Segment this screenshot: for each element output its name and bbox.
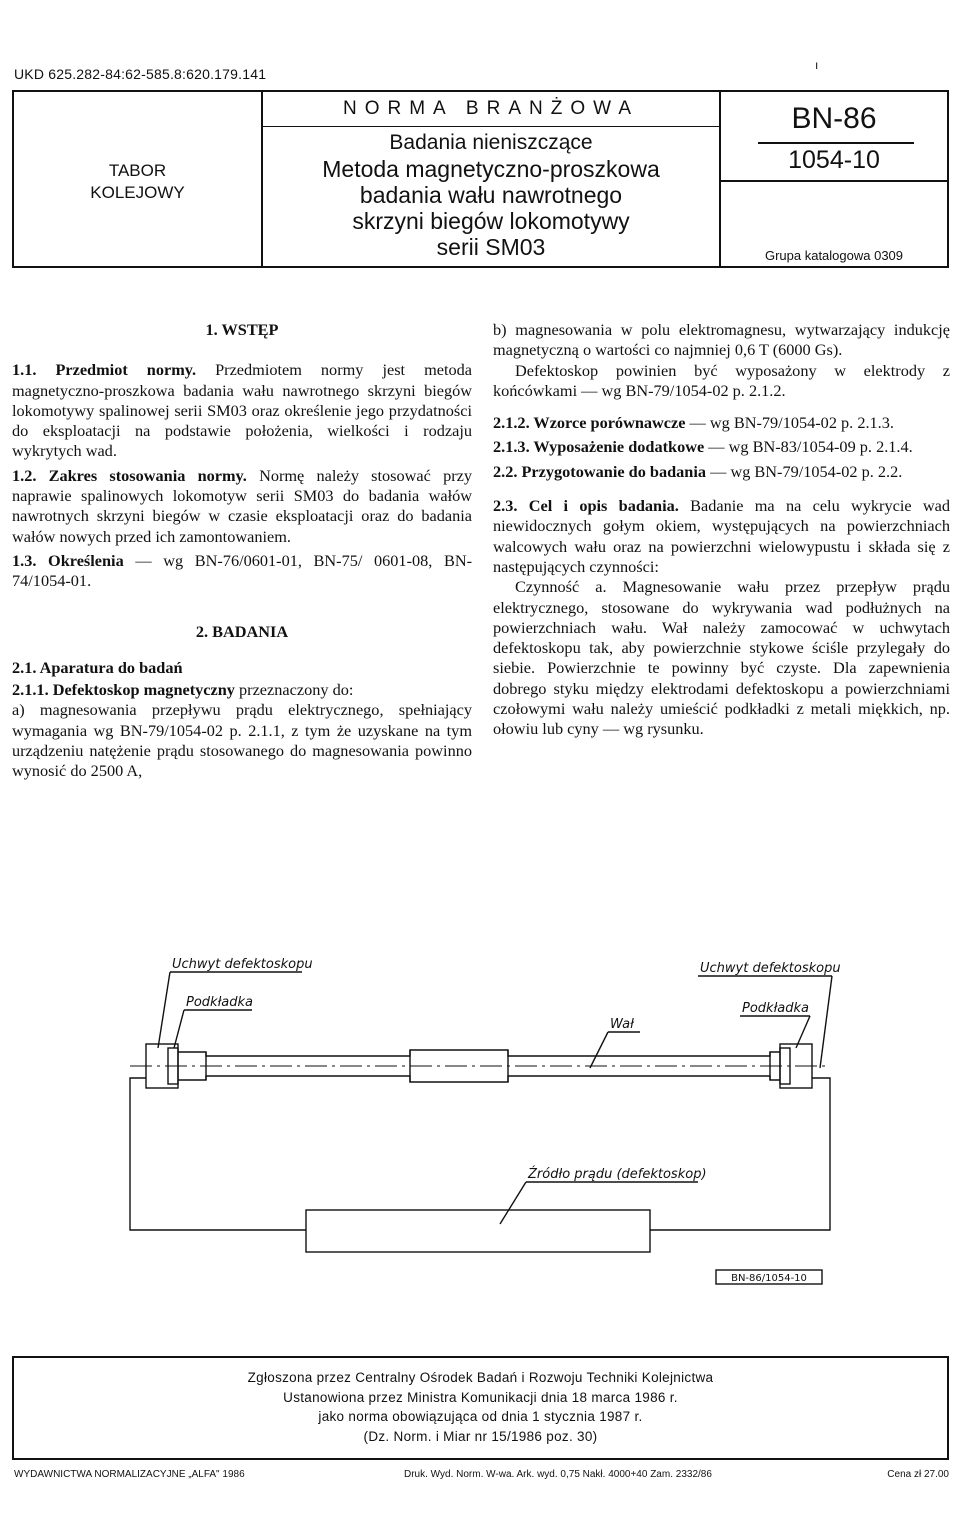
udk-classification: UKD 625.282-84:62-585.8:620.179.141	[14, 66, 267, 82]
paragraph-text: — wg BN-79/1054-02 p. 2.2.	[706, 461, 903, 481]
header-title-cell	[263, 92, 721, 266]
divider	[758, 142, 914, 144]
paragraph: Czynność a. Magnesowanie wału przez przepływ prądu elektrycznego, stosowane do wykrywania wad podłużnych na powierzchniach wału. Wał należy zamocować w uchwytach defektoskopu tak, aby powierzchnie stykowe ściśle przylegały do siebie. Powierzchnie te powinny być czyste. Dla zapewnienia dobrego styku między elektrodami defektoskopu a powierzchniami czołowymi wału należy umieścić podkładki z metali miękkich, np. ołowiu lub cyny — wg rysunku.	[493, 577, 950, 739]
print-info: Druk. Wyd. Norm. W-wa. Ark. wyd. 0,75 Nakł. 4000+40 Zam. 2332/86	[404, 1469, 712, 1480]
left-column	[12, 320, 472, 782]
section-heading: 1. WSTĘP	[205, 320, 279, 339]
label-zrodlo: Źródło prądu (defektoskop)	[528, 1167, 707, 1182]
paragraph-label: 2.3. Cel i opis badania.	[493, 496, 679, 516]
paragraph-text: Normę należy stosować przy naprawie spalinowych lokomotyw serii SM03 do badania wałów nawrotnych skrzyni biegów w czasie eksploatacji oraz do badania wałów nowych przed ich zamontowaniem.	[12, 465, 472, 546]
shaft-bottom-edge	[178, 1076, 780, 1082]
paragraph	[493, 496, 950, 577]
paragraph-label: 2.1.3. Wyposażenie dodatkowe	[493, 437, 705, 457]
paragraph	[493, 437, 950, 457]
circuit-wire-right	[650, 1078, 830, 1230]
section-heading: 2. BADANIA	[195, 621, 289, 641]
leader-line	[500, 1182, 526, 1224]
paragraph-text: — wg BN-83/1054-09 p. 2.1.4.	[704, 437, 913, 457]
paragraph-label: 1.3. Określenia	[12, 550, 124, 570]
paragraph-text: — wg BN-79/1054-02 p. 2.1.3.	[685, 413, 894, 433]
label-uchwyt-right: Uchwyt defektoskopu	[700, 961, 841, 976]
shaft-top-edge	[178, 1050, 780, 1056]
paragraph: Defektoskop powinien być wyposażony w elektrody z końcówkami — wg BN-79/1054-02 p. 2.1.2.	[493, 360, 950, 400]
paragraph	[493, 462, 950, 482]
header-left-cell	[14, 92, 263, 266]
approval-line: jako norma obowiązująca od dnia 1 stycznia 1987 r.	[318, 1409, 643, 1424]
publisher: WYDAWNICTWA NORMALIZACYJNE „ALFA" 1986	[14, 1469, 245, 1480]
title-line: badania wału nawrotnego	[359, 182, 623, 208]
price: Cena zł 27.00	[887, 1469, 949, 1480]
stray-mark: ı	[815, 58, 819, 72]
paragraph-label: 2.2. Przygotowanie do badania	[493, 461, 707, 481]
paragraph-label: 2.1.2. Wzorce porównawcze	[493, 413, 686, 433]
paragraph	[493, 413, 950, 433]
approval-text	[14, 1368, 947, 1446]
standard-number: 1054-10	[788, 146, 880, 174]
technical-drawing	[110, 948, 850, 1288]
title-line: serii SM03	[436, 234, 546, 260]
paragraph-label: 1.2. Zakres stosowania normy.	[12, 465, 247, 485]
approval-line: Ustanowiona przez Ministra Komunikacji dnia 18 marca 1986 r.	[283, 1389, 678, 1405]
paragraph	[12, 551, 472, 592]
domain-line: KOLEJOWY	[90, 183, 185, 202]
leader-line	[796, 1016, 810, 1048]
approval-box	[12, 1356, 949, 1460]
leader-line	[158, 972, 170, 1048]
label-wal: Wał	[610, 1017, 634, 1032]
norma-branzowa: NORMA BRANŻOWA	[342, 98, 640, 119]
paragraph-label: 2.1.1. Defektoskop magnetyczny	[12, 680, 235, 700]
header-table	[12, 90, 949, 268]
label-podkladka-right: Podkładka	[742, 1001, 810, 1016]
label-uchwyt-left: Uchwyt defektoskopu	[172, 957, 313, 972]
paragraph	[12, 360, 472, 461]
paragraph-text: przeznaczony do:	[234, 680, 354, 700]
label-podkladka-left: Podkładka	[186, 995, 254, 1010]
leader-line	[174, 1010, 184, 1048]
approval-line: (Dz. Norm. i Miar nr 15/1986 poz. 30)	[363, 1428, 598, 1444]
reference-number: BN-86/1054-10	[731, 1273, 807, 1284]
paragraph-label: 1.1. Przedmiot normy.	[12, 360, 197, 380]
paragraph	[12, 680, 472, 700]
paragraph	[12, 466, 472, 547]
paragraph-text: Badanie ma na celu wykrycie wad niewidocznych gołym okiem, występujących na powierzchniach walcowych wału oraz na powierzchni wielowypustu i składa się z następujących czynności:	[493, 496, 950, 576]
divider	[721, 180, 947, 182]
approval-line: Zgłoszona przez Centralny Ośrodek Badań i Rozwoju Techniki Kolejnictwa	[247, 1370, 714, 1385]
paragraph-text: Przedmiotem normy jest metoda magnetyczno-proszkowa badania wału nawrotnego skrzyni biegów lokomotywy spalinowej serii SM03 oraz określenie jego przydatności do eksploatacji na podstawie położenia, wielkości i rodzaju wykrytych wad.	[12, 360, 472, 461]
paragraph-text: — wg BN-76/0601-01, BN-75/ 0601-08, BN-74/1054-01.	[12, 550, 473, 591]
domain-line: TABOR	[108, 161, 167, 180]
current-source	[306, 1210, 650, 1252]
domain-label	[14, 160, 261, 204]
leader-line	[820, 976, 832, 1068]
standard-title	[263, 130, 719, 260]
catalog-group: Grupa katalogowa 0309	[764, 248, 904, 263]
circuit-wire-left	[130, 1078, 306, 1230]
paragraph: b) magnesowania w polu elektromagnesu, wytwarzający indukcję magnetyczną o wartości co najmniej 0,6 T (6000 Gs).	[493, 320, 950, 360]
title-line: skrzyni biegów lokomotywy	[352, 208, 630, 234]
title-line: Badania nieniszczące	[389, 131, 593, 154]
paragraph: a) magnesowania przepływu prądu elektrycznego, spełniający wymagania wg BN-79/1054-02 p. 2.1.1, z tym że uzyskane na tym urządzeniu natężenie prądu stosowanego do magnesowania powinno wynosić do 2500 A,	[12, 700, 472, 781]
divider	[263, 126, 719, 127]
standard-code: BN-86	[791, 102, 877, 135]
header-code-cell	[721, 92, 947, 266]
right-column	[493, 320, 950, 740]
subsection-heading: 2.1. Aparatura do badań	[12, 657, 183, 677]
leader-line	[590, 1032, 608, 1068]
title-line: Metoda magnetyczno-proszkowa	[322, 156, 660, 182]
